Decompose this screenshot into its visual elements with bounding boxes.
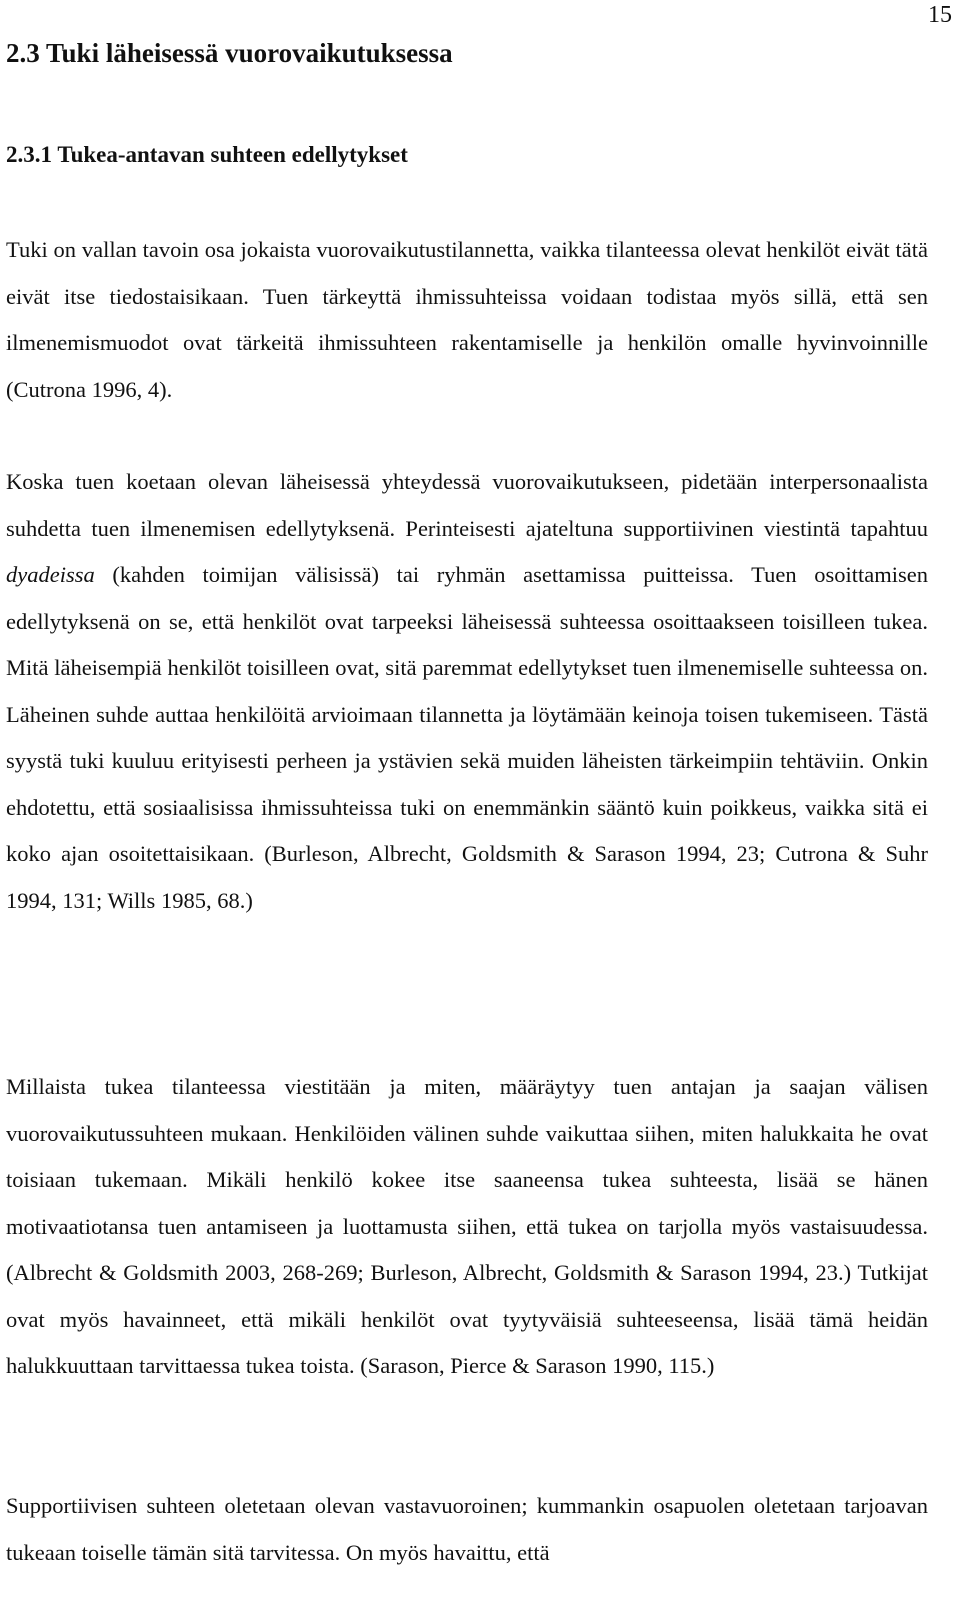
- page-number: 15: [928, 2, 952, 28]
- paragraph-2: [6, 459, 928, 924]
- section-heading: 2.3 Tuki läheisessä vuorovaikutuksessa: [6, 38, 453, 68]
- paragraph-2-text-after-italic: (kahden toimijan välisissä) tai ryhmän asettamissa puitteissa. Tuen osoittamisen edellytyksenä on se, että henkilöt ovat tarpeeksi läheisessä suhteessa osoittaakseen toisilleen tukea. Mitä läheisempiä henkilöt toisilleen ovat, sitä paremmat edellytykset tuen ilmenemiselle suhteessa on. Läheinen suhde auttaa henkilöitä arvioimaan tilannetta ja löytämään keinoja toisen tukemiseen. Tästä syystä tuki kuuluu erityisesti perheen ja ystävien sekä muiden läheisten tärkeimpiin tehtäviin. Onkin ehdotettu, että sosiaalisissa ihmissuhteissa tuki on enemmänkin sääntö kuin poikkeus, vaikka sitä ei koko ajan osoitettaisikaan. (Burleson, Albrecht, Goldsmith & Sarason 1994, 23; Cutrona & Suhr 1994, 131; Wills 1985, 68.): [6, 562, 928, 913]
- paragraph-2-italic-term: dyadeissa: [6, 562, 95, 587]
- subsection-heading: 2.3.1 Tukea-antavan suhteen edellytykset: [6, 142, 408, 167]
- paragraph-2-text-before-italic: Koska tuen koetaan olevan läheisessä yhteydessä vuorovaikutukseen, pidetään interpersonaalista suhdetta tuen ilmenemisen edellytyksenä. Perinteisesti ajateltuna supportiivinen viestintä tapahtuu: [6, 469, 928, 541]
- paragraph-3: Millaista tukea tilanteessa viestitään ja miten, määräytyy tuen antajan ja saajan välisen vuorovaikutussuhteen mukaan. Henkilöiden välinen suhde vaikuttaa siihen, miten halukkaita he ovat toisiaan tukemaan. Mikäli henkilö kokee itse saaneensa tukea suhteesta, lisää se hänen motivaatiotansa tuen antamiseen ja luottamusta siihen, että tukea on tarjolla myös vastaisuudessa. (Albrecht & Goldsmith 2003, 268-269; Burleson, Albrecht, Goldsmith & Sarason 1994, 23.) Tutkijat ovat myös havainneet, että mikäli henkilöt ovat tyytyväisiä suhteeseensa, lisää tämä heidän halukkuuttaan tarvittaessa tukea toista. (Sarason, Pierce & Sarason 1990, 115.): [6, 1074, 928, 1378]
- paragraph-1: Tuki on vallan tavoin osa jokaista vuorovaikutustilannetta, vaikka tilanteessa olevat henkilöt eivät tätä eivät itse tiedostaisikaan. Tuen tärkeyttä ihmissuhteissa voidaan todistaa myös sillä, että sen ilmenemismuodot ovat tärkeitä ihmissuhteen rakentamiselle ja henkilön omalle hyvinvoinnille (Cutrona 1996, 4).: [6, 237, 928, 402]
- paragraph-4: Supportiivisen suhteen oletetaan olevan vastavuoroinen; kummankin osapuolen oletetaan tarjoavan tukeaan toiselle tämän sitä tarvitessa. On myös havaittu, että: [6, 1493, 928, 1565]
